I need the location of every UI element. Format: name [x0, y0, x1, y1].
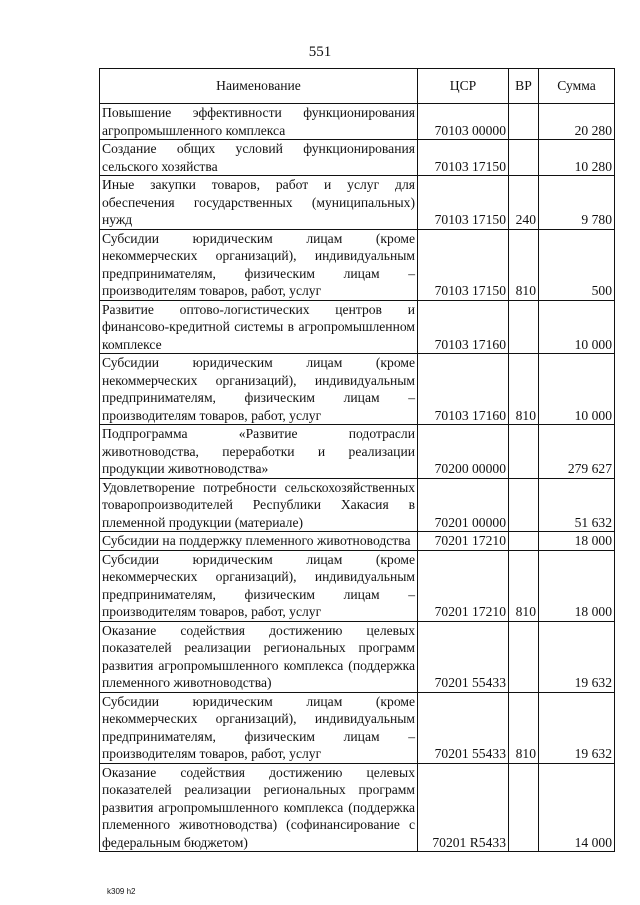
- row-csr: 70201 R5433: [418, 763, 509, 852]
- row-name: Оказание содействия достижению целевых показателей реализации региональных программ развития агропромышленного комплекса (поддержка племенного животноводства) (софинансирование с федеральным бюджетом): [100, 763, 418, 852]
- row-vr: [509, 621, 539, 692]
- column-header-sum: Сумма: [539, 69, 615, 104]
- row-name: Субсидии на поддержку племенного животноводства: [100, 532, 418, 551]
- table-row: [100, 478, 615, 532]
- row-sum: 9 780: [539, 176, 615, 230]
- table-row: [100, 354, 615, 425]
- column-header-vr: ВР: [509, 69, 539, 104]
- row-vr: 810: [509, 354, 539, 425]
- footer-code: k309 h2: [107, 887, 136, 896]
- row-name: Субсидии юридическим лицам (кроме некоммерческих организаций), индивидуальным предпринимателям, физическим лицам – производителям товаров, работ, услуг: [100, 550, 418, 621]
- row-name: Подпрограмма «Развитие подотрасли животноводства, переработки и реализации продукции животноводства»: [100, 425, 418, 479]
- row-sum: 20 280: [539, 104, 615, 140]
- row-name: Оказание содействия достижению целевых показателей реализации региональных программ развития агропромышленного комплекса (поддержка племенного животноводства): [100, 621, 418, 692]
- row-vr: [509, 140, 539, 176]
- row-name: Развитие оптово-логистических центров и финансово-кредитной системы в агропромышленном комплексе: [100, 300, 418, 354]
- row-name: Повышение эффективности функционирования агропромышленного комплекса: [100, 104, 418, 140]
- table-row: [100, 550, 615, 621]
- table-row: [100, 176, 615, 230]
- table-row: [100, 532, 615, 551]
- row-vr: [509, 425, 539, 479]
- page-number: 551: [308, 44, 332, 60]
- table-row: [100, 104, 615, 140]
- row-csr: 70103 17150: [418, 140, 509, 176]
- row-name: Субсидии юридическим лицам (кроме некоммерческих организаций), индивидуальным предпринимателям, физическим лицам – производителям товаров, работ, услуг: [100, 229, 418, 300]
- table-row: [100, 425, 615, 479]
- row-name: Иные закупки товаров, работ и услуг для обеспечения государственных (муниципальных) нужд: [100, 176, 418, 230]
- row-vr: [509, 763, 539, 852]
- row-sum: 19 632: [539, 621, 615, 692]
- row-csr: 70201 17210: [418, 532, 509, 551]
- table-row: [100, 300, 615, 354]
- column-header-name: Наименование: [100, 69, 418, 104]
- row-csr: 70103 17160: [418, 354, 509, 425]
- row-sum: 10 280: [539, 140, 615, 176]
- row-csr: 70103 17150: [418, 229, 509, 300]
- row-csr: 70201 55433: [418, 692, 509, 763]
- row-name: Субсидии юридическим лицам (кроме некоммерческих организаций), индивидуальным предпринимателям, физическим лицам – производителям товаров, работ, услуг: [100, 354, 418, 425]
- table-header-row: [100, 69, 615, 104]
- row-csr: 70201 17210: [418, 550, 509, 621]
- row-vr: [509, 532, 539, 551]
- table-row: [100, 763, 615, 852]
- row-name: Удовлетворение потребности сельскохозяйственных товаропроизводителей Республики Хакасия в племенной продукции (материале): [100, 478, 418, 532]
- row-vr: [509, 104, 539, 140]
- row-sum: 10 000: [539, 300, 615, 354]
- row-vr: 810: [509, 692, 539, 763]
- table-row: [100, 621, 615, 692]
- table-row: [100, 140, 615, 176]
- row-csr: 70103 17150: [418, 176, 509, 230]
- row-sum: 500: [539, 229, 615, 300]
- budget-table: [99, 68, 615, 852]
- row-csr: 70103 00000: [418, 104, 509, 140]
- row-csr: 70103 17160: [418, 300, 509, 354]
- row-name: Создание общих условий функционирования сельского хозяйства: [100, 140, 418, 176]
- row-vr: 810: [509, 229, 539, 300]
- table-row: [100, 229, 615, 300]
- row-sum: 19 632: [539, 692, 615, 763]
- row-vr: 810: [509, 550, 539, 621]
- row-sum: 279 627: [539, 425, 615, 479]
- row-csr: 70200 00000: [418, 425, 509, 479]
- row-sum: 18 000: [539, 532, 615, 551]
- row-sum: 10 000: [539, 354, 615, 425]
- column-header-csr: ЦСР: [418, 69, 509, 104]
- row-vr: [509, 478, 539, 532]
- row-name: Субсидии юридическим лицам (кроме некоммерческих организаций), индивидуальным предпринимателям, физическим лицам – производителям товаров, работ, услуг: [100, 692, 418, 763]
- row-vr: [509, 300, 539, 354]
- row-vr: 240: [509, 176, 539, 230]
- row-csr: 70201 00000: [418, 478, 509, 532]
- row-sum: 18 000: [539, 550, 615, 621]
- table-row: [100, 692, 615, 763]
- row-sum: 51 632: [539, 478, 615, 532]
- row-csr: 70201 55433: [418, 621, 509, 692]
- row-sum: 14 000: [539, 763, 615, 852]
- table-body: [100, 104, 615, 852]
